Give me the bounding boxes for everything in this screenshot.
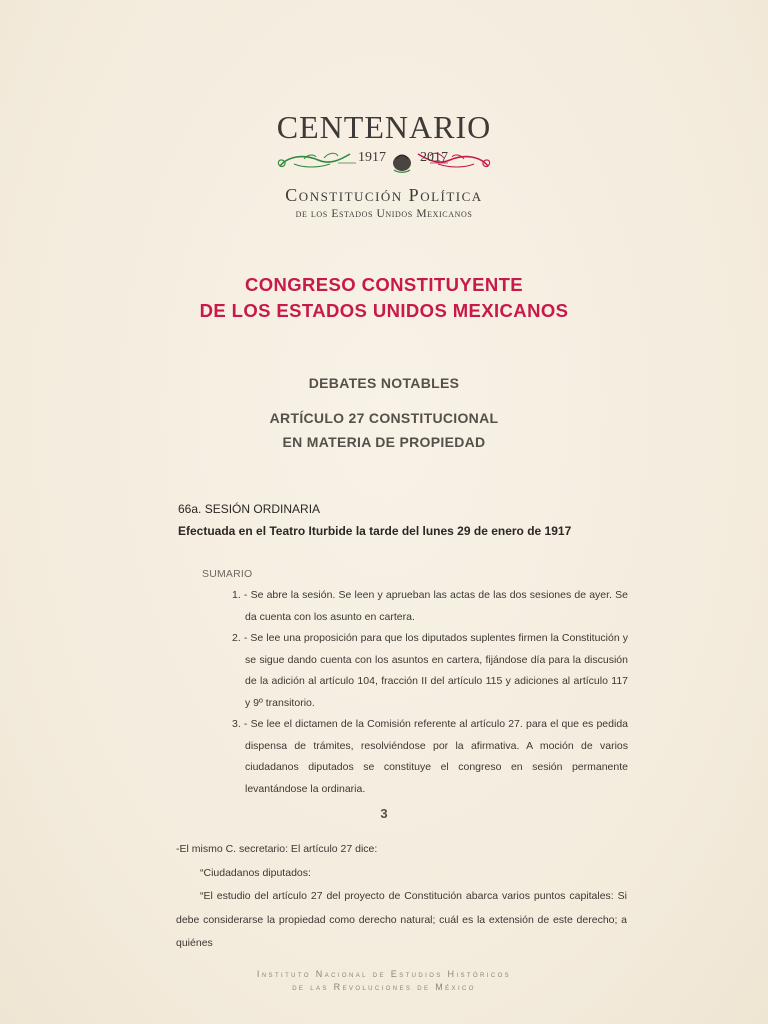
main-title-line1: CONGRESO CONSTITUYENTE [244,274,524,295]
session-header [178,498,571,542]
body-paragraph: -El mismo C. secretario: El artículo 27 dice: [176,843,378,855]
session-subtitle: Efectuada en el Teatro Iturbide la tarde del lunes 29 de enero de 1917 [178,524,572,538]
sumario-label: SUMARIO [202,568,253,580]
body-text [176,838,627,956]
body-paragraph: “El estudio del artículo 27 del proyecto de Constitución abarca varios puntos capitales: Si debe considerarse la propiedad como derecho natural; cuál es la extensión de este derecho; a quiénes [176,890,627,949]
page-number: 3 [380,806,388,821]
logo-subtitle: Constitución Política [285,185,483,205]
year-2017: 2017 [420,150,448,165]
sumario-list [232,585,628,800]
year-1917: 1917 [358,150,386,165]
logo-title: CENTENARIO [276,109,492,145]
articulo-line2: EN MATERIA DE PROPIEDAD [282,434,486,450]
sumario-item: 1. - Se abre la sesión. Se leen y aprueban las actas de las dos sesiones de ayer. Se da cuenta con los asunto en cartera. [232,589,628,623]
main-title-line2: DE LOS ESTADOS UNIDOS MEXICANOS [199,300,569,321]
footer-line1: Instituto Nacional de Estudios Históricos [256,969,512,979]
sumario-item: 3. - Se lee el dictamen de la Comisión referente al artículo 27. para el que es pedida dispensa de trámites, resolviéndose por la afirmativa. A moción de varios ciudadanos diputados se constituye el congreso en sesión permanente levantándose la ordinaria. [232,718,628,795]
logo-years-ornament [0,146,768,180]
articulo-line1: ARTÍCULO 27 CONSTITUCIONAL [269,410,499,426]
footer-institution [0,968,768,994]
main-title [0,272,768,324]
logo-subtitle-secondary: de los Estados Unidos Mexicanos [295,208,473,220]
centenario-logo [0,108,768,222]
session-title: 66a. SESIÓN ORDINARIA [178,502,321,516]
body-paragraph: “Ciudadanos diputados: [200,866,311,879]
debates-heading: DEBATES NOTABLES [308,375,460,391]
footer-line2: de las Revoluciones de México [292,982,476,992]
sumario-item: 2. - Se lee una proposición para que los diputados suplentes firmen la Constitución y se sigue dando cuenta con los asuntos en cartera, fijándose día para la discusión de la adición al artículo 104, fracción II del artículo 115 y adiciones al artículo 117 y 9º transitorio. [232,632,628,709]
articulo-heading [0,406,768,454]
